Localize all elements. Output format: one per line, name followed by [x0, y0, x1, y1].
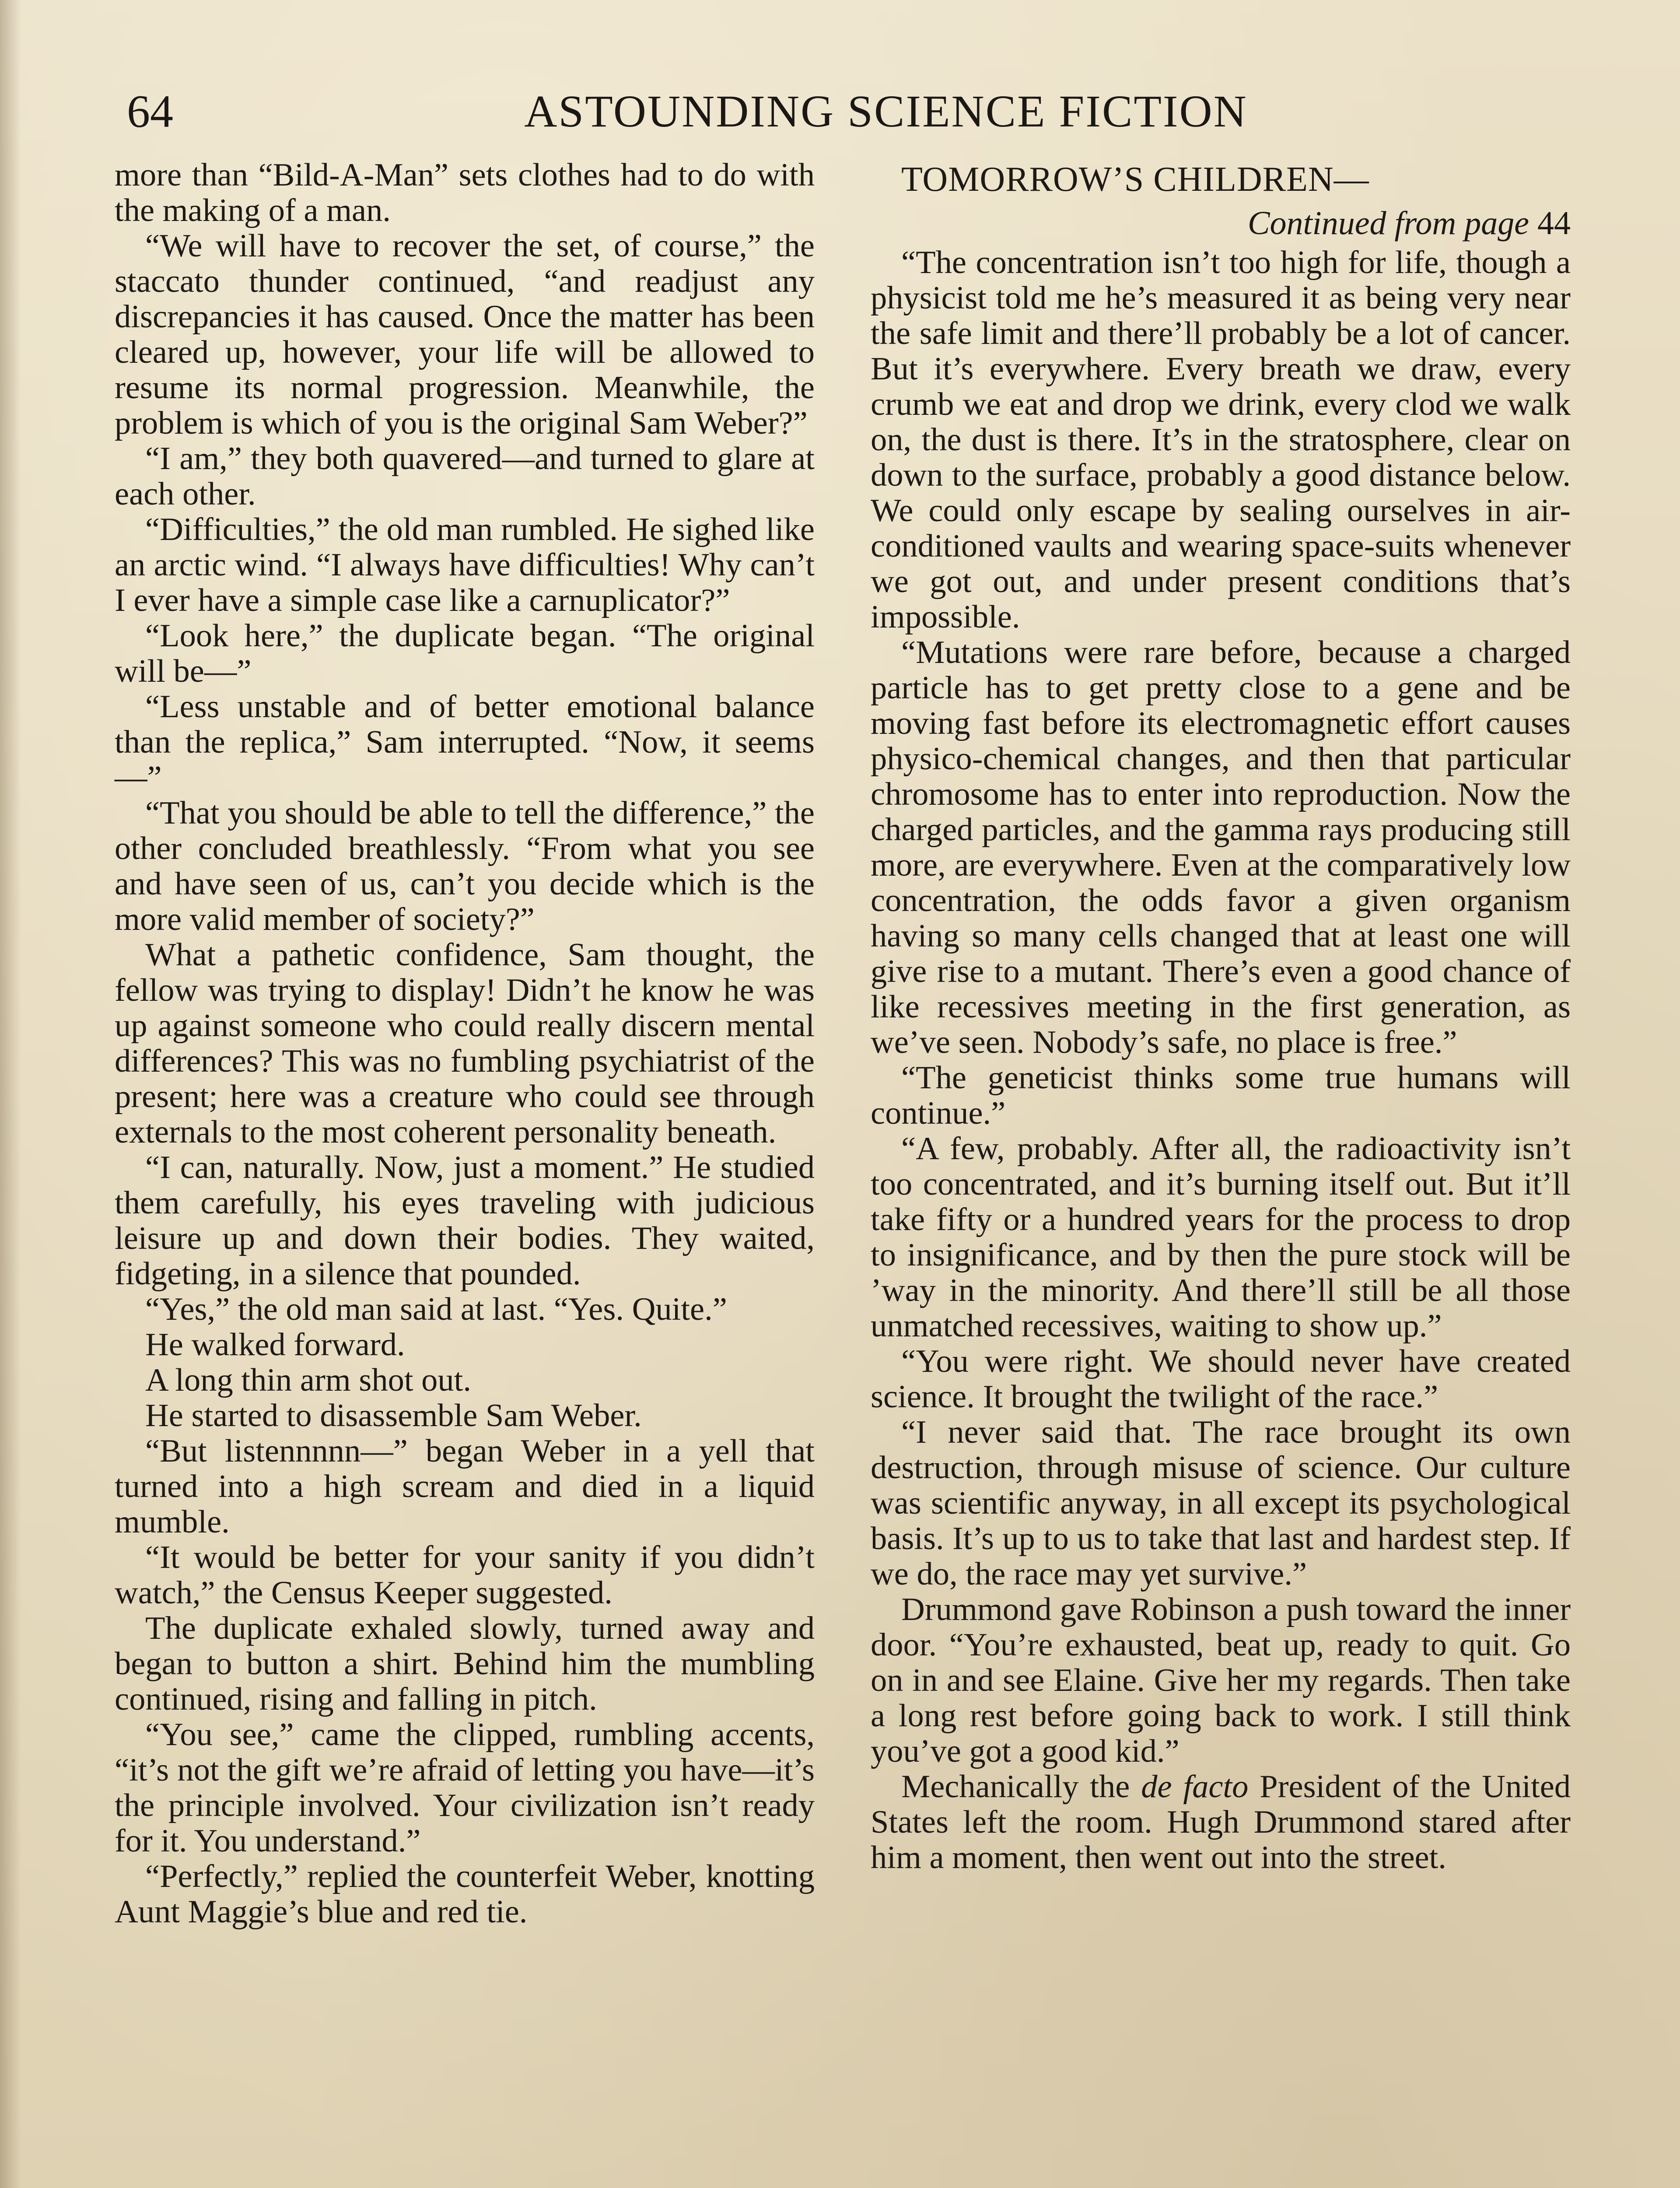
paragraph: What a pathetic confidence, Sam thought, the fellow was trying to display! Didn’t he know he was up against someone who could really discern mental differences? This was no fumbling psychiatrist of the present; here was a creature who could see through externals to the most coherent personality beneath.: [115, 937, 815, 1150]
final-paragraph-end: President of the United States left the room. Hugh Drummond stared after him a moment, then went out into the street.: [871, 1769, 1571, 1876]
paragraph: “But listennnnn—” began Weber in a yell that turned into a high scream and died in a liquid mumble.: [115, 1433, 815, 1540]
left-text-column: [115, 158, 815, 1930]
paragraph: more than “Bild-A-Man” sets clothes had to do with the making of a man.: [115, 157, 815, 228]
paragraph: “The concentration isn’t too high for life, though a physicist told me he’s measured it as being very near the safe limit and there’ll probably be a lot of cancer. But it’s everywhere. Every breath we draw, every crumb we eat and drop we drink, every clod we walk on, the dust is there. It’s in the stratosphere, clear on down to the surface, probably a good distance below. We could only escape by sealing ourselves in air-conditioned vaults and wearing space-suits whenever we got out, and under present conditions that’s impossible.: [871, 245, 1571, 635]
paragraph: “You see,” came the clipped, rumbling accents, “it’s not the gift we’re afraid of letting you have—it’s the principle involved. Your civilization isn’t ready for it. You understand.”: [115, 1717, 815, 1859]
paragraph: “That you should be able to tell the difference,” the other concluded breathlessly. “From what you see and have seen of us, can’t you decide which is the more valid member of society?”: [115, 795, 815, 937]
paragraph: The duplicate exhaled slowly, turned away and began to button a shirt. Behind him the mumbling continued, rising and falling in pitch.: [115, 1610, 815, 1717]
paragraph: “Yes,” the old man said at last. “Yes. Quite.”: [145, 1291, 727, 1327]
paragraph: “Look here,” the duplicate began. “The original will be—”: [115, 618, 815, 689]
paragraph: “I can, naturally. Now, just a moment.” He studied them carefully, his eyes traveling with judicious leisure up and down their bodies. They waited, fidgeting, in a silence that pounded.: [115, 1150, 815, 1292]
paragraph: “I never said that. The race brought its own destruction, through misuse of science. Our culture was scientific anyway, in all except its psychological basis. It’s up to us to take that last and hardest step. If we do, the race may yet survive.”: [871, 1414, 1571, 1592]
paragraph: “Mutations were rare before, because a charged particle has to get pretty close to a gene and be moving fast before its electromagnetic effort causes physico-chemical changes, and then that particular chromosome has to enter into reproduction. Now the charged particles, and the gamma rays producing still more, are everywhere. Even at the comparatively low concentration, the odds favor a given organism having so many cells changed that at least one will give rise to a mutant. There’s even a good chance of like recessives meeting in the first generation, as we’ve seen. Nobody’s safe, no place is free.”: [871, 635, 1571, 1060]
paragraph: Drummond gave Robinson a push toward the inner door. “You’re exhausted, beat up, ready to quit. Go on in and see Elaine. Give her my regards. Then take a long rest before going back to work. I still think you’ve got a good kid.”: [871, 1592, 1571, 1769]
page-header: [127, 79, 1584, 144]
paragraph: “I am,” they both quavered—and turned to glare at each other.: [115, 441, 815, 512]
story-title: TOMORROW’S CHILDREN—: [901, 160, 1369, 199]
paragraph: A long thin arm shot out.: [145, 1362, 471, 1398]
continued-notice: [871, 201, 1571, 245]
continued-page-number: 44: [1537, 205, 1571, 242]
running-title: ASTOUNDING SCIENCE FICTION: [524, 86, 1248, 137]
paragraph: “It would be better for your sanity if you didn’t watch,” the Census Keeper suggested.: [115, 1539, 815, 1611]
final-paragraph-start: Mechanically the: [901, 1769, 1130, 1805]
right-text-column: [871, 158, 1571, 1876]
continued-label: Continued from page: [1247, 205, 1529, 242]
final-paragraph: [871, 1769, 1571, 1876]
final-paragraph-italic: de facto: [1141, 1769, 1249, 1805]
page-edge-shadow-left: [0, 0, 21, 2188]
paragraph: He walked forward.: [145, 1327, 405, 1363]
paragraph: “Perfectly,” replied the counterfeit Weber, knotting Aunt Maggie’s blue and red tie.: [115, 1858, 815, 1930]
page-number: 64: [127, 86, 173, 137]
paragraph: “We will have to recover the set, of course,” the staccato thunder continued, “and readjust any discrepancies it has caused. Once the matter has been cleared up, however, your life will be allowed to resume its normal progression. Meanwhile, the problem is which of you is the original Sam Weber?”: [115, 228, 815, 441]
paragraph: “You were right. We should never have created science. It brought the twilight of the race.”: [871, 1343, 1571, 1415]
paragraph: “Difficulties,” the old man rumbled. He sighed like an arctic wind. “I always have difficulties! Why can’t I ever have a simple case like a carnuplicator?”: [115, 512, 815, 618]
paragraph: “Less unstable and of better emotional balance than the replica,” Sam interrupted. “Now, it seems—”: [115, 689, 815, 796]
paragraph: “A few, probably. After all, the radioactivity isn’t too concentrated, and it’s burning itself out. But it’ll take fifty or a hundred years for the process to drop to insignificance, and by then the pure stock will be ’way in the minority. And there’ll still be all those unmatched recessives, waiting to show up.”: [871, 1131, 1571, 1344]
paragraph: “The geneticist thinks some true humans will continue.”: [871, 1060, 1571, 1131]
paragraph: He started to disassemble Sam Weber.: [145, 1398, 642, 1434]
